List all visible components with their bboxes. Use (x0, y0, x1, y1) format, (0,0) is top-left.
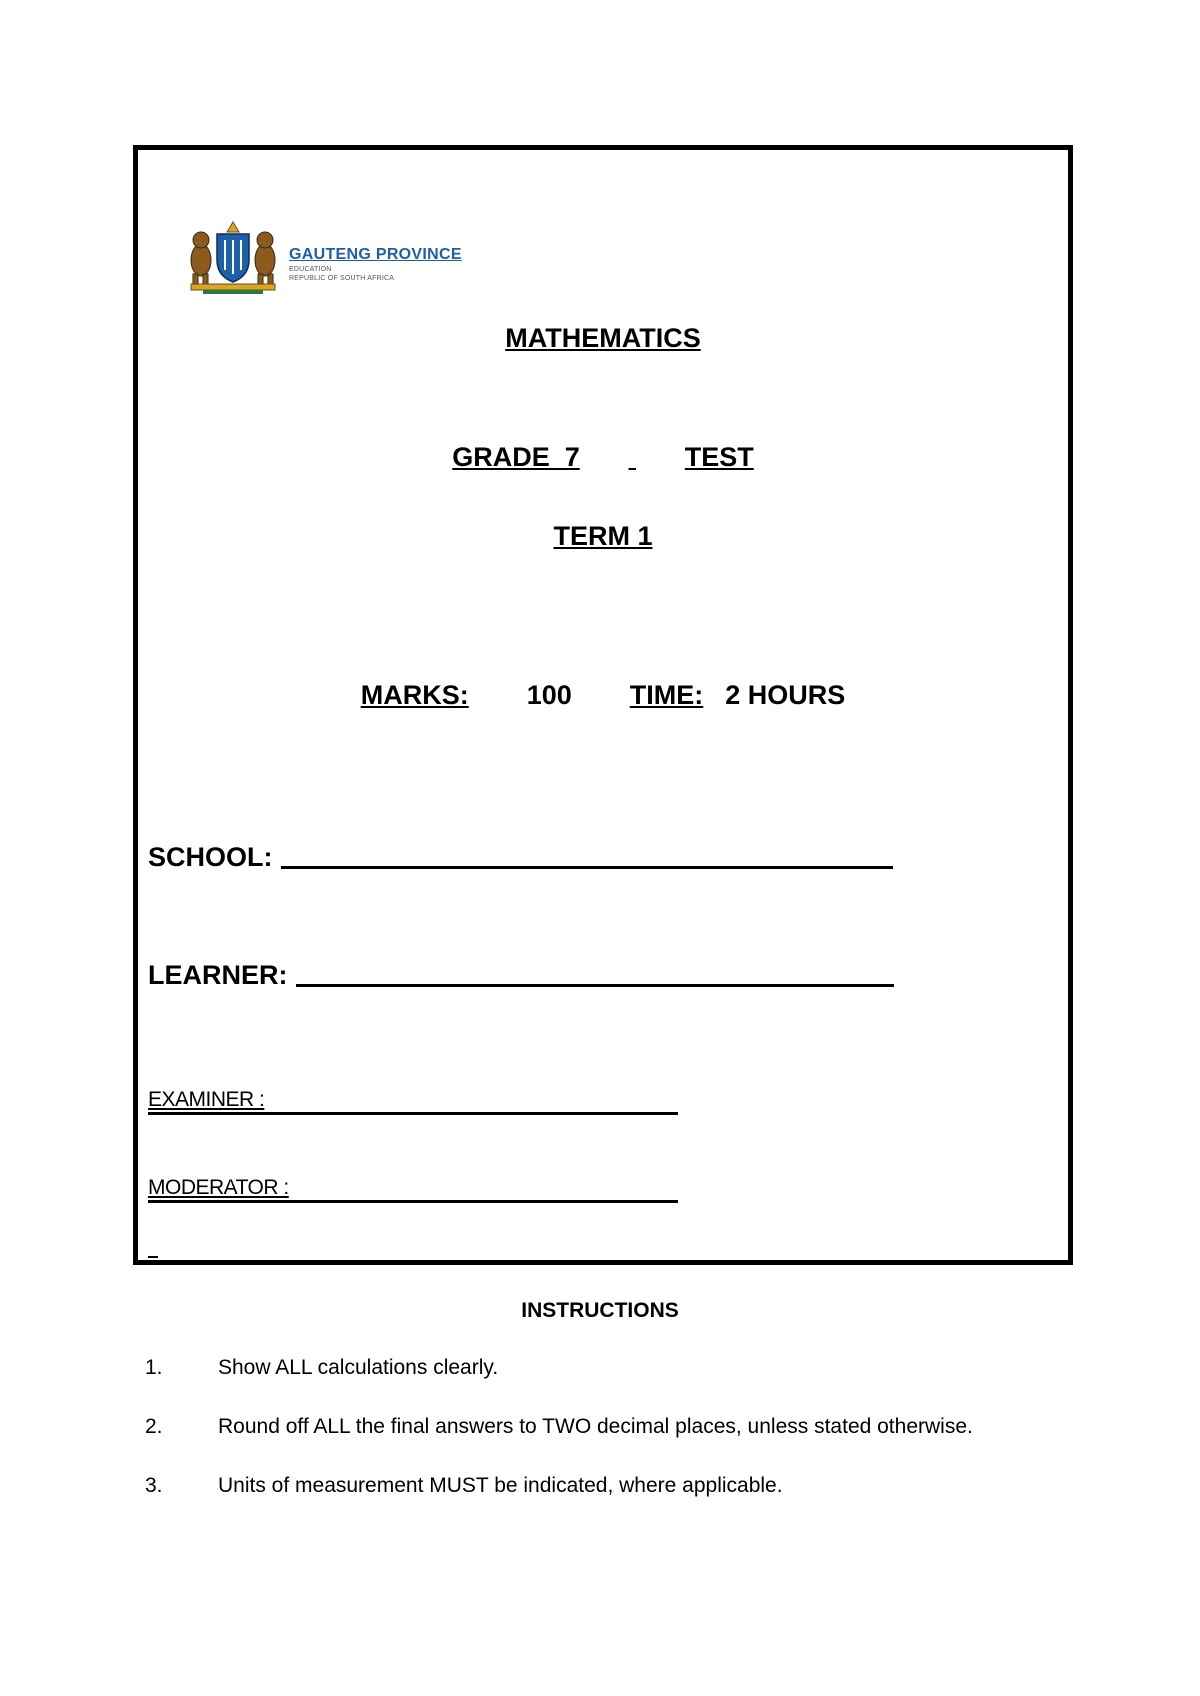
school-label: SCHOOL: (148, 842, 273, 872)
grade-gap (580, 442, 685, 473)
instruction-number: 3. (145, 1474, 163, 1497)
instruction-number: 1. (145, 1356, 163, 1379)
instruction-text: Show ALL calculations clearly. (218, 1356, 499, 1379)
trailing-dash (148, 1256, 158, 1258)
subject-title (138, 323, 1068, 354)
coat-of-arms-icon (181, 220, 285, 296)
marks-value: 100 (526, 680, 572, 710)
school-field[interactable] (148, 842, 893, 873)
logo-department: EDUCATION (289, 266, 332, 273)
moderator-label: MODERATOR : (148, 1176, 289, 1199)
list-item (145, 1356, 973, 1415)
term-line (138, 521, 1068, 552)
learner-field[interactable] (148, 960, 894, 991)
cover-page-box (133, 145, 1073, 1265)
instruction-text: Round off ALL the final answers to TWO decimal places, unless stated otherwise. (218, 1415, 973, 1438)
school-blank-line[interactable] (281, 864, 893, 869)
instruction-number: 2. (145, 1415, 163, 1438)
list-item (145, 1415, 973, 1474)
instruction-text: Units of measurement MUST be indicated, where applicable. (218, 1474, 783, 1497)
grade-line (138, 442, 1068, 473)
instructions-list (145, 1356, 973, 1533)
subject-text: MATHEMATICS (505, 323, 701, 353)
term-text: TERM 1 (553, 521, 653, 551)
list-item (145, 1474, 973, 1533)
examiner-label: EXAMINER : (148, 1088, 265, 1111)
learner-label: LEARNER: (148, 960, 288, 990)
instructions-heading: INSTRUCTIONS (521, 1299, 679, 1322)
marks-time-line (138, 680, 1068, 711)
grade-text: GRADE 7 (452, 442, 580, 472)
assessment-type: TEST (684, 442, 754, 472)
marks-label: MARKS: (360, 680, 469, 710)
time-label: TIME: (629, 680, 704, 710)
examiner-field[interactable] (148, 1088, 678, 1115)
logo-country: REPUBLIC OF SOUTH AFRICA (289, 275, 395, 282)
learner-blank-line[interactable] (296, 982, 894, 987)
time-value: 2 HOURS (725, 680, 846, 710)
moderator-field[interactable] (148, 1176, 678, 1203)
logo-org-name: GAUTENG PROVINCE (289, 246, 462, 263)
gauteng-logo (181, 220, 481, 296)
